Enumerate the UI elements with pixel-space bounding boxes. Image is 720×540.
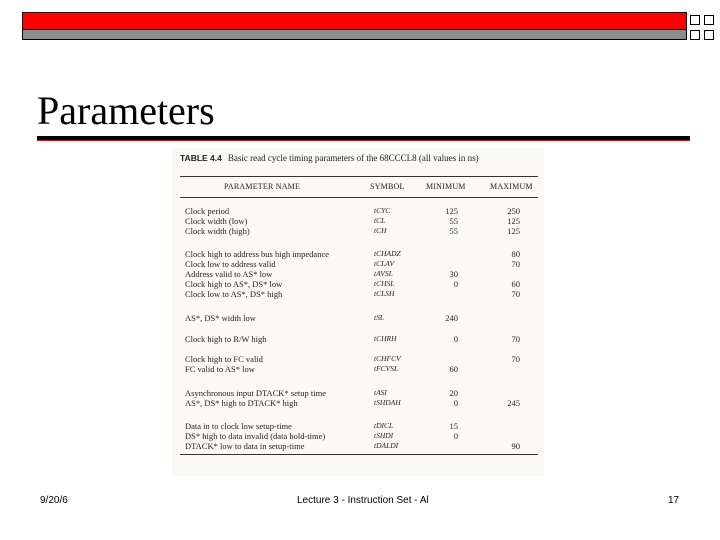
table-row: [172, 259, 544, 269]
parameter-cell: Clock width (high): [185, 226, 250, 236]
table-row: [172, 279, 544, 289]
symbol-cell: tCL: [374, 216, 386, 225]
table-row: [172, 388, 544, 398]
table-caption: [180, 153, 479, 163]
column-header-parameter: PARAMETER NAME: [224, 182, 301, 191]
maximum-cell: 245: [507, 398, 520, 408]
maximum-cell: 60: [511, 279, 520, 289]
symbol-cell: tCHSL: [374, 279, 395, 288]
table-row: [172, 289, 544, 299]
table-header-rule: [180, 197, 538, 198]
symbol-cell: tCHADZ: [374, 249, 401, 258]
parameter-cell: AS*, DS* high to DTACK* high: [185, 398, 298, 408]
table-row: [172, 334, 544, 344]
parameter-cell: Clock width (low): [185, 216, 248, 226]
column-header-minimum: MINIMUM: [426, 182, 466, 191]
column-header-symbol: SYMBOL: [370, 182, 405, 191]
maximum-cell: 250: [507, 206, 520, 216]
top-square-decoration: [704, 15, 714, 25]
parameter-cell: Address valid to AS* low: [185, 269, 273, 279]
table-row: [172, 441, 544, 451]
symbol-cell: tCH: [374, 226, 387, 235]
maximum-cell: 70: [511, 259, 520, 269]
minimum-cell: 0: [453, 431, 458, 441]
minimum-cell: 55: [449, 216, 458, 226]
symbol-cell: tCLSH: [374, 289, 395, 298]
minimum-cell: 55: [449, 226, 458, 236]
parameter-cell: AS*, DS* width low: [185, 313, 256, 323]
table-row: [172, 206, 544, 216]
footer-title: Lecture 3 - Instruction Set - Al: [297, 495, 429, 506]
symbol-cell: tASI: [374, 388, 387, 397]
page-number: 17: [668, 495, 680, 506]
parameter-cell: Asynchronous input DTACK* setup time: [185, 388, 326, 398]
symbol-cell: tCHFCV: [374, 354, 401, 363]
table-top-rule: [180, 176, 538, 177]
minimum-cell: 15: [449, 421, 458, 431]
top-square-decoration: [704, 30, 714, 40]
title-underline-accent: [37, 140, 690, 141]
table-row: [172, 431, 544, 441]
top-gray-bar: [22, 30, 687, 40]
table-label: TABLE 4.4: [180, 153, 222, 163]
table-row: [172, 249, 544, 259]
maximum-cell: 90: [511, 441, 520, 451]
parameter-cell: Clock high to FC valid: [185, 354, 263, 364]
minimum-cell: 0: [453, 279, 458, 289]
table-row: [172, 398, 544, 408]
parameter-cell: Clock high to address bus high impedance: [185, 249, 330, 259]
maximum-cell: 125: [507, 226, 520, 236]
parameter-cell: Data in to clock low setup-time: [185, 421, 292, 431]
parameter-cell: Clock high to R/W high: [185, 334, 267, 344]
table-caption-text: Basic read cycle timing parameters of the 68CCCL8 (all values in ns): [227, 153, 479, 163]
minimum-cell: 30: [449, 269, 458, 279]
table-row: [172, 421, 544, 431]
table-row: [172, 216, 544, 226]
table-row: [172, 354, 544, 364]
minimum-cell: 125: [445, 206, 458, 216]
symbol-cell: tSL: [374, 313, 385, 322]
table-bottom-rule: [180, 454, 538, 455]
maximum-cell: 80: [511, 249, 520, 259]
minimum-cell: 0: [453, 334, 458, 344]
minimum-cell: 60: [449, 364, 458, 374]
slide-title: Parameters: [37, 88, 215, 133]
symbol-cell: tCLAV: [374, 259, 395, 268]
parameter-cell: DTACK* low to data in setup-time: [185, 441, 305, 451]
maximum-cell: 70: [511, 334, 520, 344]
minimum-cell: 20: [449, 388, 458, 398]
parameter-cell: Clock low to AS*, DS* high: [185, 289, 283, 299]
minimum-cell: 240: [445, 313, 458, 323]
minimum-cell: 0: [453, 398, 458, 408]
parameter-cell: FC valid to AS* low: [185, 364, 255, 374]
table-row: [172, 364, 544, 374]
symbol-cell: tDICL: [374, 421, 394, 430]
symbol-cell: tSHDAH: [374, 398, 401, 407]
symbol-cell: tCHRH: [374, 334, 397, 343]
parameter-cell: DS* high to data invalid (data hold-time): [185, 431, 326, 441]
top-square-decoration: [690, 30, 700, 40]
parameter-cell: Clock low to address valid: [185, 259, 276, 269]
top-accent-bar: [22, 12, 687, 30]
column-header-maximum: MAXIMUM: [490, 182, 533, 191]
timing-table-image: [172, 148, 544, 476]
symbol-cell: tDALDI: [374, 441, 399, 450]
symbol-cell: tSHDI: [374, 431, 394, 440]
maximum-cell: 70: [511, 354, 520, 364]
symbol-cell: tFCVSL: [374, 364, 399, 373]
table-row: [172, 269, 544, 279]
table-row: [172, 313, 544, 323]
top-square-decoration: [690, 15, 700, 25]
parameter-cell: Clock high to AS*, DS* low: [185, 279, 283, 289]
maximum-cell: 125: [507, 216, 520, 226]
footer-date: 9/20/6: [40, 495, 68, 506]
symbol-cell: tAVSL: [374, 269, 393, 278]
symbol-cell: tCYC: [374, 206, 391, 215]
table-row: [172, 226, 544, 236]
maximum-cell: 70: [511, 289, 520, 299]
parameter-cell: Clock period: [185, 206, 230, 216]
